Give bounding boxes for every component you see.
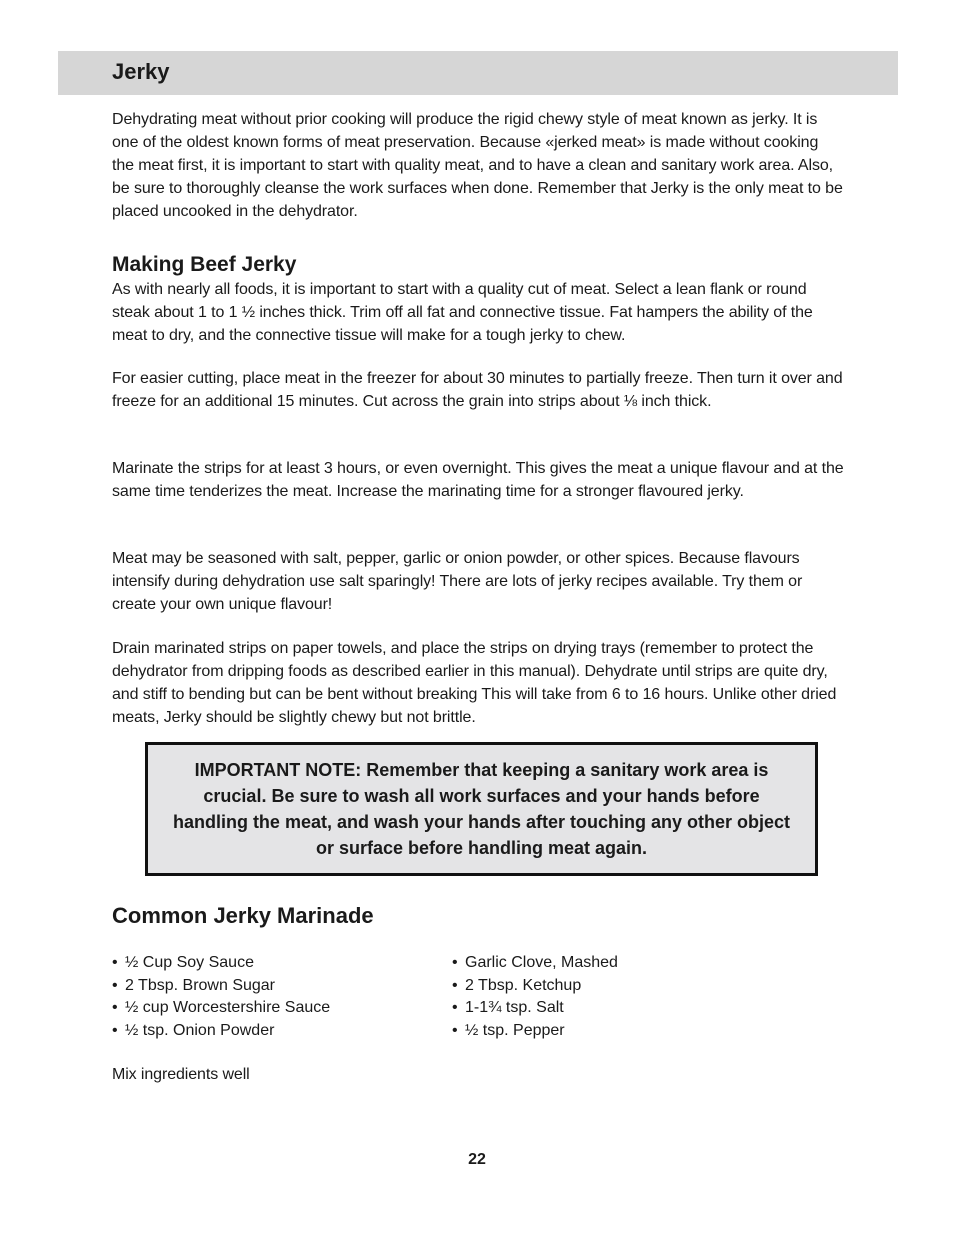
marinade-instruction: Mix ingredients well [112, 1066, 250, 1083]
page-number: 22 [468, 1151, 486, 1168]
list-item [112, 1020, 330, 1043]
ingredient-label: ½ Cup Soy Sauce [125, 954, 254, 971]
making-paragraph-2: For easier cutting, place meat in the freezer for about 30 minutes to partially freeze. Then turn it over and freeze for an additional 15 minutes. Cut across the grain into strips about ⅛ inch thick. [112, 370, 843, 410]
section-title: Jerky [112, 59, 170, 84]
bullet-icon: • [452, 1021, 458, 1039]
marinade-heading: Common Jerky Marinade [112, 903, 374, 928]
bullet-icon: • [112, 954, 118, 971]
bullet-icon: • [452, 999, 458, 1016]
bullet-icon: • [112, 999, 118, 1016]
important-note-text: IMPORTANT NOTE: Remember that keeping a sanitary work area is crucial. Be sure to wash all work surfaces and your hands before handling the meat, and wash your hands after touching any other object or surface before handling meat again. [172, 760, 791, 858]
list-item [112, 997, 330, 1020]
bullet-icon: • [112, 1021, 118, 1039]
ingredient-list-right [452, 952, 618, 1042]
list-item [112, 952, 330, 975]
ingredient-label: ½ tsp. Pepper [465, 1021, 565, 1039]
ingredient-label: 2 Tbsp. Ketchup [465, 976, 582, 994]
list-item [452, 975, 618, 998]
ingredient-label: 1-1¾ tsp. Salt [465, 999, 564, 1016]
bullet-icon: • [452, 954, 458, 971]
ingredient-label: ½ tsp. Onion Powder [125, 1021, 275, 1039]
making-paragraph-5: Drain marinated strips on paper towels, and place the strips on drying trays (remember to protect the dehydrator from dripping foods as described earlier in this manual). Dehydrate until strips are quite dry, and stiff to bending but can be bent without breaking This will take from 6 to 16 hours. Unlike other dried meats, Jerky should be slightly chewy but not brittle. [112, 640, 837, 726]
ingredient-label: ½ cup Worcestershire Sauce [125, 999, 331, 1016]
intro-paragraph: Dehydrating meat without prior cooking will produce the rigid chewy style of meat known as jerky. It is one of the oldest known forms of meat preservation. Because «jerked meat» is made without cooking the meat first, it is important to start with quality meat, and to have a clean and sanitary work area. Also, be sure to thoroughly cleanse the work surfaces when done. Remember that Jerky is the only meat to be placed uncooked in the dehydrator. [112, 111, 843, 220]
list-item [112, 975, 330, 998]
making-beef-jerky-heading: Making Beef Jerky [112, 253, 297, 276]
section-header-band [58, 51, 898, 95]
bullet-icon: • [452, 976, 458, 994]
list-item [452, 952, 618, 975]
list-item [452, 997, 618, 1020]
making-paragraph-1: As with nearly all foods, it is important to start with a quality cut of meat. Select a lean flank or round steak about 1 to 1 ½ inches thick. Trim off all fat and connective tissue. Fat hampers the ability of the meat to dry, and the connective tissue will make for a tough jerky to chew. [112, 281, 813, 344]
making-paragraph-4: Meat may be seasoned with salt, pepper, garlic or onion powder, or other spices. Because flavours intensify during dehydration use salt sparingly! There are lots of jerky recipes available. Try them or create your own unique flavour! [112, 550, 803, 613]
bullet-icon: • [112, 976, 118, 994]
ingredient-label: 2 Tbsp. Brown Sugar [125, 976, 276, 994]
ingredient-label: Garlic Clove, Mashed [465, 954, 618, 971]
ingredient-list-left [112, 952, 330, 1042]
important-note-box [145, 742, 818, 876]
making-paragraph-3: Marinate the strips for at least 3 hours, or even overnight. This gives the meat a unique flavour and at the same time tenderizes the meat. Increase the marinating time for a stronger flavoured jerky. [112, 460, 844, 500]
list-item [452, 1020, 618, 1043]
